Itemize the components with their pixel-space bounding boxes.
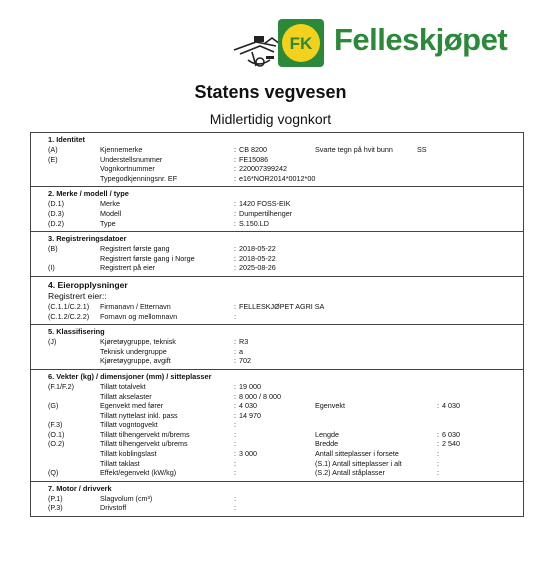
field-value: a	[239, 346, 243, 356]
field-label: Tillatt tilhengervekt m/brems	[100, 429, 190, 439]
field-value: e16*NOR2014*0012*00	[239, 173, 316, 183]
field-value: 1420 FOSS-EIK	[239, 199, 291, 209]
field-value: 19 000	[239, 381, 261, 391]
field-value: 2025-08-26	[239, 263, 276, 273]
table-row	[31, 347, 523, 357]
field-label: Tillatt nyttelast inkl. pass	[100, 410, 178, 420]
field-label: Registrert første gang i Norge	[100, 253, 195, 263]
field-label: Fornavn og mellomnavn	[100, 311, 178, 321]
field-label: Tillatt taklast	[100, 458, 140, 468]
colon: :	[234, 449, 236, 459]
colon: :	[234, 337, 236, 347]
colon: :	[234, 154, 236, 164]
felleskjopet-emblem-icon	[230, 16, 330, 76]
field-label: Tillatt akselaster	[100, 391, 152, 401]
section-weights-dimensions	[31, 370, 523, 482]
colon: :	[234, 381, 236, 391]
field-value: 2018-05-22	[239, 244, 276, 254]
colon: :	[234, 410, 236, 420]
field-label: Typegodkjenningsnr. EF	[100, 173, 178, 183]
field-label-right: (S.2) Antall ståplasser	[315, 468, 385, 478]
field-label-right: (S.1) Antall sitteplasser i alt	[315, 458, 402, 468]
plate-code: SS	[417, 145, 427, 154]
field-code: (J)	[48, 337, 57, 347]
colon: :	[234, 420, 236, 430]
field-label: Tillatt tilhengervekt u/brems	[100, 439, 188, 449]
field-label: Drivstoff	[100, 503, 127, 513]
table-row	[31, 312, 523, 322]
table-row	[31, 468, 523, 478]
section-classification	[31, 325, 523, 370]
section-title: 4. Eieropplysninger	[48, 279, 128, 290]
field-value: 8 000 / 8 000	[239, 391, 281, 401]
table-row	[31, 503, 523, 513]
colon: :	[234, 199, 236, 209]
field-label: Tillatt koblingslast	[100, 449, 157, 459]
section-title: 6. Vekter (kg) / dimensjoner (mm) / sitteplasser	[48, 371, 212, 381]
colon: :	[234, 468, 236, 478]
registered-owner-label: Registrert eier::	[48, 290, 107, 301]
colon: :	[234, 145, 236, 154]
field-value: 14 970	[239, 410, 261, 420]
field-label: Slagvolum (cm³)	[100, 493, 153, 503]
section-owner	[31, 277, 523, 325]
field-code: (C.1.2/C.2.2)	[48, 311, 90, 321]
section-make-model	[31, 187, 523, 232]
table-row	[31, 254, 523, 264]
field-code: (Q)	[48, 468, 59, 478]
colon: :	[437, 468, 439, 478]
table-row	[31, 459, 523, 469]
table-row	[31, 209, 523, 219]
section-title: 1. Identitet	[48, 135, 85, 144]
field-label: Kjøretøygruppe, avgift	[100, 356, 171, 366]
field-label: Registrert første gang	[100, 244, 170, 254]
field-label-right: Bredde	[315, 439, 339, 449]
field-code: (D.1)	[48, 199, 64, 209]
colon: :	[234, 164, 236, 174]
field-value: 702	[239, 356, 251, 366]
field-code: (F.1/F.2)	[48, 381, 74, 391]
field-label: Effekt/egenvekt (kW/kg)	[100, 468, 177, 478]
document-subtitle: Midlertidig vognkort	[209, 111, 332, 127]
colon: :	[234, 356, 236, 366]
colon: :	[234, 311, 236, 321]
section-title: 3. Registreringsdatoer	[48, 234, 127, 244]
plate-description: Svarte tegn på hvit bunn	[315, 145, 393, 154]
colon: :	[234, 263, 236, 273]
field-label: Tillatt totalvekt	[100, 381, 146, 391]
table-row	[31, 356, 523, 366]
field-label: Tillatt vogntogvekt	[100, 420, 158, 430]
table-row	[31, 401, 523, 411]
section-title: 7. Motor / drivverk	[48, 483, 112, 493]
table-row	[31, 411, 523, 421]
colon: :	[234, 391, 236, 401]
section-engine	[31, 482, 523, 516]
field-label: Egenvekt med fører	[100, 401, 164, 411]
table-row	[31, 382, 523, 392]
field-value-right: 6 030	[442, 429, 460, 439]
table-row	[31, 174, 523, 184]
field-label: Kjøretøygruppe, teknisk	[100, 337, 176, 347]
colon: :	[437, 439, 439, 449]
field-code: (D.2)	[48, 218, 64, 228]
field-value: 3 000	[239, 449, 257, 459]
header	[0, 0, 541, 78]
colon: :	[234, 218, 236, 228]
field-code: (I)	[48, 263, 55, 273]
table-row	[31, 494, 523, 504]
table-row	[31, 155, 523, 165]
table-row	[31, 164, 523, 174]
table-row	[31, 263, 523, 273]
field-code: (B)	[48, 244, 58, 254]
field-value: FELLESKJØPET AGRI SA	[239, 301, 325, 311]
field-label: Firmanavn / Etternavn	[100, 301, 171, 311]
field-code: (A)	[48, 145, 58, 154]
field-value: 220007399242	[239, 164, 287, 174]
field-value: Dumpertilhenger	[239, 208, 293, 218]
colon: :	[234, 439, 236, 449]
colon: :	[234, 458, 236, 468]
table-row	[31, 145, 523, 155]
field-label: Understellsnummer	[100, 154, 163, 164]
colon: :	[437, 429, 439, 439]
field-value: R3	[239, 337, 249, 347]
field-label: Registrert på eier	[100, 263, 156, 273]
field-code: (D.3)	[48, 208, 64, 218]
field-value-right: 2 540	[442, 439, 460, 449]
field-label: Kjennemerke	[100, 145, 143, 154]
colon: :	[234, 301, 236, 311]
field-code: (F.3)	[48, 420, 63, 430]
table-row	[31, 430, 523, 440]
table-row	[31, 439, 523, 449]
section-registration-dates	[31, 232, 523, 277]
field-value: FE15086	[239, 154, 269, 164]
colon: :	[234, 401, 236, 411]
table-row	[31, 337, 523, 347]
agency-title: Statens vegvesen	[194, 82, 347, 102]
field-code: (P.3)	[48, 503, 63, 513]
field-label-right: Egenvekt	[315, 401, 345, 411]
field-label: Modell	[100, 208, 122, 218]
colon: :	[437, 449, 439, 459]
table-row	[31, 199, 523, 209]
field-label: Merke	[100, 199, 120, 209]
colon: :	[234, 493, 236, 503]
table-row	[31, 420, 523, 430]
colon: :	[234, 346, 236, 356]
field-label-right: Lengde	[315, 429, 339, 439]
logo-letters: FK	[289, 34, 313, 53]
field-value: CB 8200	[239, 145, 267, 154]
colon: :	[234, 173, 236, 183]
table-row	[31, 244, 523, 254]
field-code: (O.2)	[48, 439, 65, 449]
colon: :	[234, 244, 236, 254]
field-code: (O.1)	[48, 429, 65, 439]
table-row	[31, 449, 523, 459]
colon: :	[437, 401, 439, 411]
colon: :	[234, 429, 236, 439]
field-code: (C.1.1/C.2.1)	[48, 301, 90, 311]
table-row	[31, 302, 523, 312]
field-label: Type	[100, 218, 116, 228]
field-code: (E)	[48, 154, 58, 164]
field-value-right: 4 030	[442, 401, 460, 411]
section-title: 2. Merke / modell / type	[48, 189, 129, 199]
field-value: S.150.LD	[239, 218, 269, 228]
table-row	[31, 219, 523, 229]
section-title: 5. Klassifisering	[48, 327, 105, 337]
field-value: 2018-05-22	[239, 253, 276, 263]
colon: :	[437, 458, 439, 468]
section-identity	[31, 133, 523, 187]
colon: :	[234, 503, 236, 513]
field-value: 4 030	[239, 401, 257, 411]
colon: :	[234, 208, 236, 218]
vehicle-registration-card	[30, 132, 524, 517]
field-label-right: Antall sitteplasser i forsete	[315, 449, 399, 459]
field-label: Teknisk undergruppe	[100, 346, 167, 356]
table-row	[31, 392, 523, 402]
field-label: Vognkortnummer	[100, 164, 155, 174]
colon: :	[234, 253, 236, 263]
field-code: (P.1)	[48, 493, 63, 503]
brand-name: Felleskjøpet	[334, 22, 508, 57]
field-code: (G)	[48, 401, 59, 411]
